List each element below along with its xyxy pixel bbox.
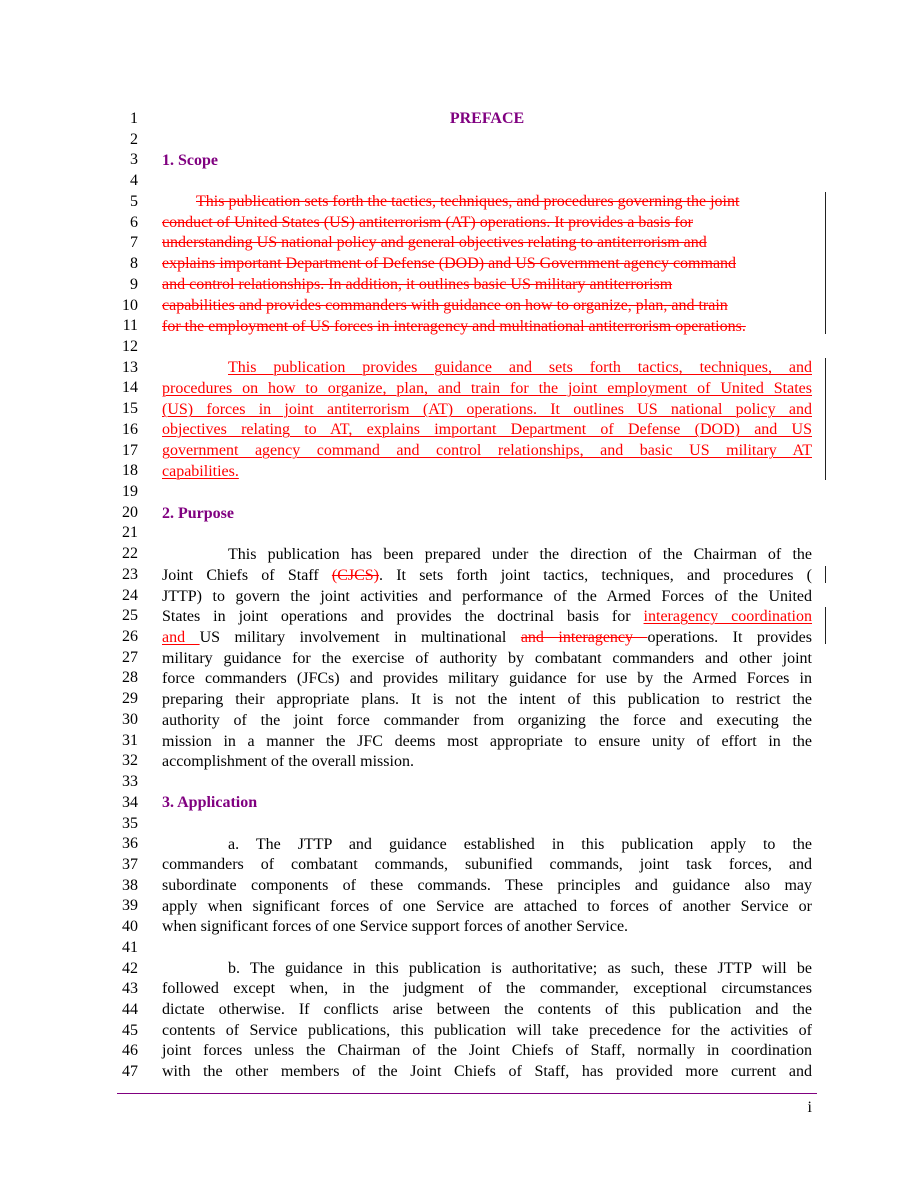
line-number: 3	[130, 151, 138, 169]
line-number: 10	[122, 296, 138, 314]
body-line: military guidance for the exercise of authority by combatant commanders and other joint	[162, 650, 812, 667]
line-number: 24	[122, 586, 138, 604]
line-number: 36	[122, 835, 138, 853]
line-number: 16	[122, 420, 138, 438]
inserted-line: government agency command and control relationships, and basic US military AT	[162, 442, 812, 459]
line-number: 37	[122, 855, 138, 873]
body-line: accomplishment of the overall mission.	[162, 753, 414, 770]
line-number: 31	[122, 731, 138, 749]
change-bar	[825, 358, 826, 480]
line-number: 46	[122, 1042, 138, 1060]
body-line: subordinate components of these commands. These principles and guidance also may	[162, 877, 812, 894]
footer-rule	[117, 1093, 817, 1094]
line-number: 9	[130, 275, 138, 293]
line-number: 29	[122, 690, 138, 708]
line-number: 40	[122, 918, 138, 936]
section-heading-application: 3. Application	[162, 794, 258, 811]
deleted-line: capabilities and provides commanders with guidance on how to organize, plan, and train	[162, 297, 728, 314]
page-title: PREFACE	[449, 110, 525, 127]
inserted-line: capabilities.	[162, 463, 239, 480]
deleted-line: and control relationships. In addition, it outlines basic US military antiterrorism	[162, 276, 673, 293]
line-number: 6	[130, 213, 138, 231]
body-line: States in joint operations and provides the doctrinal basis for interagency coordination	[162, 608, 813, 625]
body-line: This publication has been prepared under the direction of the Chairman of the	[228, 546, 812, 563]
line-number: 2	[130, 130, 138, 148]
line-number: 27	[122, 648, 138, 666]
line-number: 8	[130, 255, 138, 272]
body-line: preparing their appropriate plans. It is not the intent of this publication to restrict the	[162, 691, 812, 708]
inserted-line: objectives relating to AT, explains important Department of Defense (DOD) and US	[162, 421, 812, 438]
line-number: 11	[122, 317, 138, 335]
body-line: followed except when, in the judgment of the commander, exceptional circumstances	[162, 980, 812, 997]
inserted-line: (US) forces in joint antiterrorism (AT) operations. It outlines US national policy and	[162, 401, 812, 418]
line-number: 30	[122, 710, 138, 728]
body-line: and US military involvement in multinational and interagency operations. It provides	[162, 629, 812, 646]
line-number: 15	[122, 400, 138, 418]
body-line: a. The JTTP and guidance established in this publication apply to the	[228, 836, 812, 853]
deleted-line: This publication sets forth the tactics, techniques, and procedures governing the joint	[196, 193, 740, 210]
line-number: 14	[122, 379, 138, 397]
line-number: 17	[122, 441, 138, 459]
line-number: 33	[122, 773, 138, 790]
line-number: 38	[122, 876, 138, 894]
line-number: 44	[122, 1001, 138, 1018]
change-bar	[825, 566, 826, 583]
line-number: 7	[130, 234, 138, 252]
deleted-line: understanding US national policy and general objectives relating to antiterrorism and	[162, 234, 707, 251]
inserted-line: This publication provides guidance and sets forth tactics, techniques, and	[228, 359, 812, 376]
body-line: mission in a manner the JFC deems most appropriate to ensure unity of effort in the	[162, 733, 812, 750]
inserted-line: procedures on how to organize, plan, and train for the joint employment of United States	[162, 380, 812, 397]
line-number: 47	[122, 1063, 138, 1081]
line-number: 13	[122, 358, 138, 376]
body-line: joint forces unless the Chairman of the Joint Chiefs of Staff, normally in coordination	[162, 1042, 812, 1059]
line-number: 12	[122, 337, 138, 355]
body-line: with the other members of the Joint Chiefs of Staff, has provided more current and	[162, 1063, 812, 1080]
line-number: 41	[122, 938, 138, 956]
line-number: 4	[130, 172, 138, 190]
body-line: b. The guidance in this publication is authoritative; as such, these JTTP will be	[228, 960, 812, 977]
line-number: 20	[122, 503, 138, 521]
line-number: 23	[122, 565, 138, 583]
deleted-line: for the employment of US forces in interagency and multinational antiterrorism operations.	[162, 318, 746, 335]
page-number: i	[807, 1099, 812, 1116]
line-number: 5	[130, 192, 138, 210]
line-number: 25	[122, 607, 138, 625]
line-number: 35	[122, 814, 138, 832]
section-heading-purpose: 2. Purpose	[162, 505, 234, 522]
line-number: 43	[122, 980, 138, 998]
body-line: commanders of combatant commands, subunified commands, joint task forces, and	[162, 856, 812, 873]
line-number: 26	[122, 628, 138, 645]
body-line: apply when significant forces of one Service are attached to forces of another Service or	[162, 898, 812, 915]
body-line: when significant forces of one Service support forces of another Service.	[162, 918, 629, 935]
line-number: 28	[122, 669, 138, 687]
body-line: Joint Chiefs of Staff (CJCS). It sets forth joint tactics, techniques, and procedures (	[162, 567, 812, 584]
body-line: JTTP) to govern the joint activities and performance of the Armed Forces of the United	[162, 588, 812, 605]
line-number: 34	[122, 793, 138, 811]
line-number: 1	[130, 110, 138, 127]
line-number: 19	[122, 483, 138, 500]
body-line: dictate otherwise. If conflicts arise between the contents of this publication and the	[162, 1001, 812, 1018]
section-heading-scope: 1. Scope	[162, 152, 218, 169]
line-number: 22	[122, 545, 138, 563]
body-line: force commanders (JFCs) and provides military guidance for use by the Armed Forces in	[162, 670, 812, 687]
deleted-line: explains important Department of Defense (DOD) and US Government agency command	[162, 255, 737, 272]
change-bar	[825, 607, 826, 644]
line-number: 39	[122, 897, 138, 915]
body-line: contents of Service publications, this publication will take precedence for the activities of	[162, 1022, 812, 1039]
deleted-line: conduct of United States (US) antiterrorism (AT) operations. It provides a basis for	[162, 214, 693, 231]
line-number: 18	[122, 462, 138, 480]
change-bar	[825, 192, 826, 334]
line-number: 42	[122, 959, 138, 977]
line-number: 45	[122, 1021, 138, 1039]
line-number: 32	[122, 752, 138, 770]
line-number: 21	[122, 524, 138, 542]
body-line: authority of the joint force commander from organizing the force and executing the	[162, 712, 812, 729]
